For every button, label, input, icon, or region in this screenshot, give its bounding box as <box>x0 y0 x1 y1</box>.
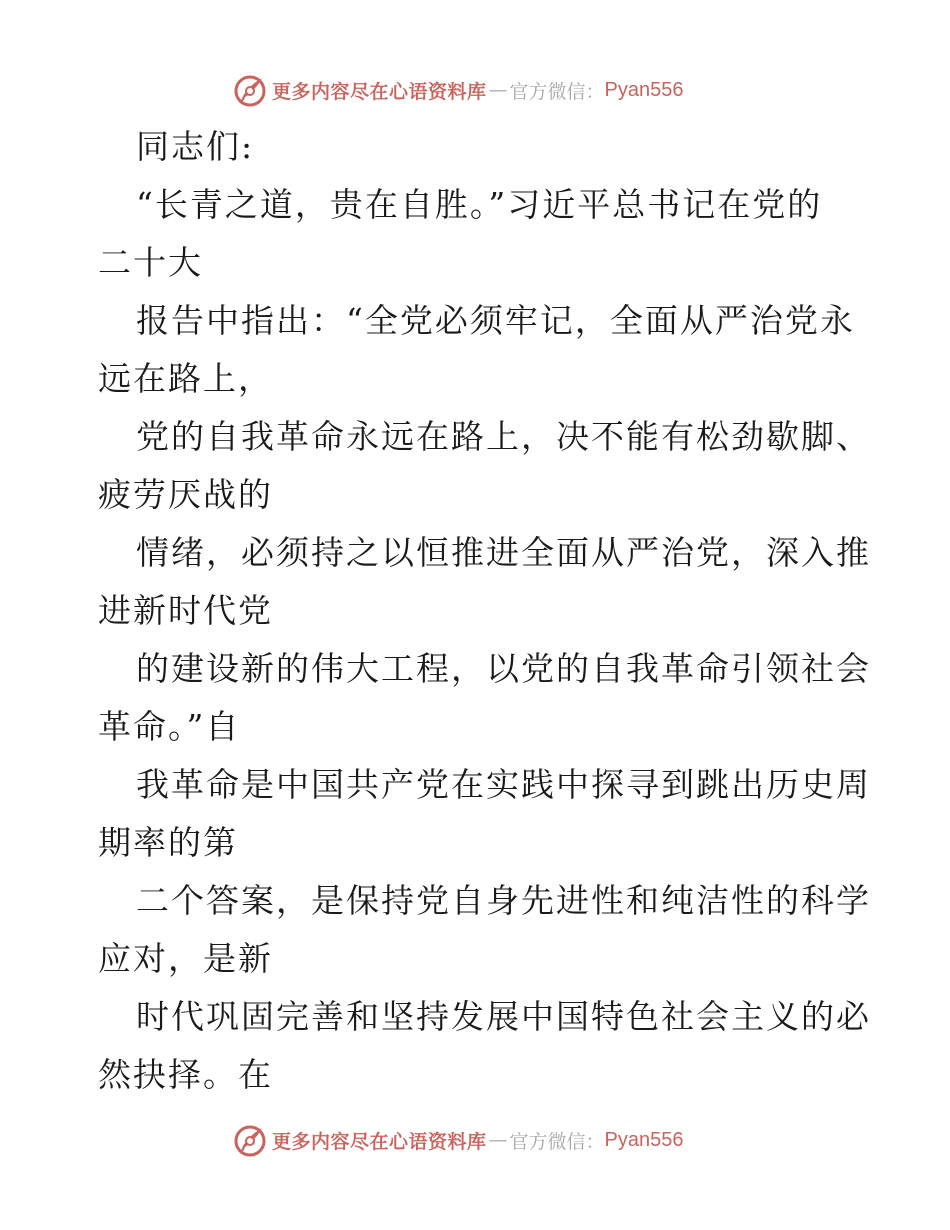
text-line: 二十大 <box>98 243 203 282</box>
document-body <box>98 118 871 1104</box>
text-line: 情绪，必须持之以恒推进全面从严治党，深入推 <box>136 533 871 572</box>
header-site-name: 更多内容尽在心语资料库 <box>272 80 487 103</box>
text-line: 党的自我革命永远在路上，决不能有松劲歇脚、 <box>136 417 871 456</box>
quill-logo-icon <box>232 72 268 108</box>
footer-site-name: 更多内容尽在心语资料库 <box>272 1130 487 1153</box>
footer-wechat-id: Pyan556 <box>604 1128 684 1151</box>
text-line: 疲劳厌战的 <box>98 475 273 514</box>
header-wechat-id: Pyan556 <box>604 78 684 101</box>
text-line: 然抉择。在 <box>98 1055 273 1094</box>
header-watermark <box>232 72 684 108</box>
header-separator: — <box>488 79 508 101</box>
text-line: 我革命是中国共产党在实践中探寻到跳出历史周 <box>136 765 871 804</box>
text-line: 进新时代党 <box>98 591 273 630</box>
header-wechat-label: 官方微信： <box>509 80 605 103</box>
text-line: 报告中指出：“全党必须牢记，全面从严治党永 <box>136 301 855 340</box>
text-line: 远在路上， <box>98 359 273 398</box>
text-line: 时代巩固完善和坚持发展中国特色社会主义的必 <box>136 997 871 1036</box>
text-line: 期率的第 <box>98 823 238 862</box>
text-line: “长青之道，贵在自胜。”习近平总书记在党的 <box>136 185 823 224</box>
text-line: 同志们: <box>136 127 255 166</box>
text-line: 的建设新的伟大工程，以党的自我革命引领社会 <box>136 649 871 688</box>
text-line: 应对，是新 <box>98 939 273 978</box>
footer-separator: — <box>488 1129 508 1151</box>
text-line: 革命。”自 <box>98 707 241 746</box>
quill-logo-icon <box>232 1122 268 1158</box>
text-line: 二个答案，是保持党自身先进性和纯洁性的科学 <box>136 881 871 920</box>
footer-watermark <box>232 1122 684 1158</box>
footer-wechat-label: 官方微信： <box>509 1130 605 1153</box>
